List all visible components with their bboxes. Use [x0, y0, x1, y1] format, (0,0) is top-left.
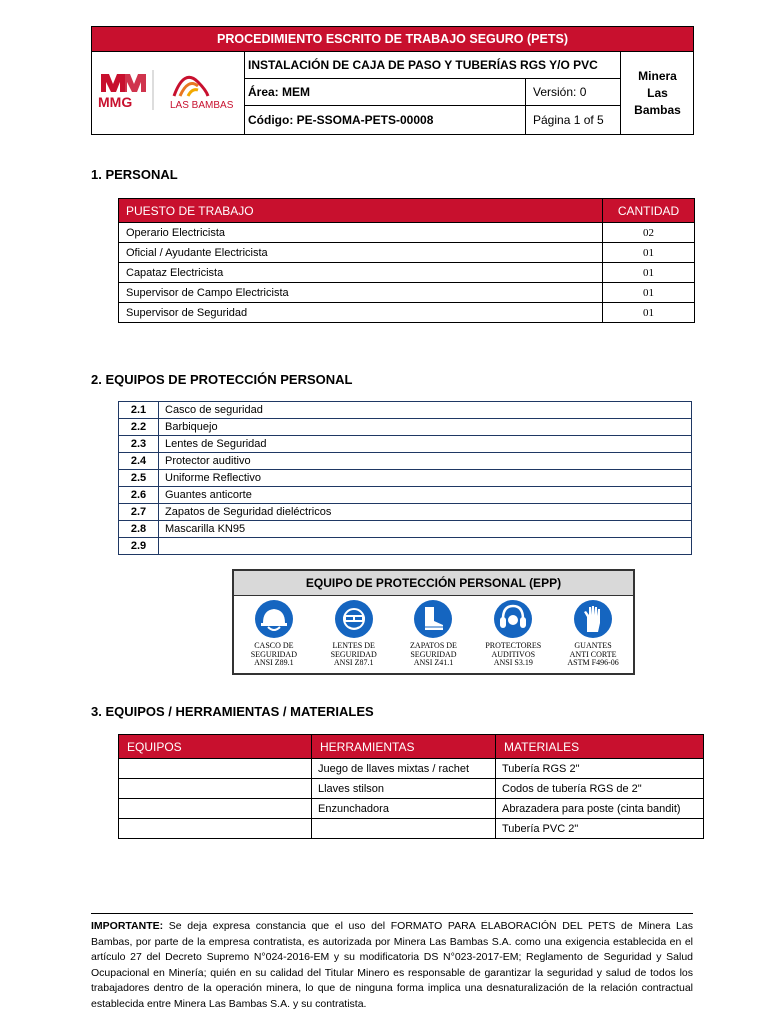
- table-row: 2.8 Mascarilla KN95: [119, 521, 692, 538]
- col-herramientas-header: HERRAMIENTAS: [312, 735, 496, 759]
- epp-item-goggles: LENTES DE SEGURIDAD ANSI Z87.1: [319, 599, 389, 668]
- table-row: 2.3 Lentes de Seguridad: [119, 436, 692, 453]
- mmg-logo-text: MMG: [98, 94, 133, 110]
- document-header: [91, 26, 694, 135]
- goggles-icon: [334, 599, 374, 639]
- table-row: Operario Electricista 02: [119, 223, 695, 243]
- important-note: [91, 913, 693, 1012]
- epp-item-helmet: CASCO DE SEGURIDAD ANSI Z89.1: [239, 599, 309, 668]
- table-row: Capataz Electricista 01: [119, 263, 695, 283]
- ear-protector-icon: [493, 599, 533, 639]
- table-row: 2.4 Protector auditivo: [119, 453, 692, 470]
- page-label: Página 1 of 5: [533, 113, 604, 127]
- glove-icon: [573, 599, 613, 639]
- important-label: IMPORTANTE:: [91, 920, 164, 932]
- lasbambas-logo-text: LAS BAMBAS: [170, 100, 234, 111]
- table-row: 2.9: [119, 538, 692, 555]
- table-row: 2.6 Guantes anticorte: [119, 487, 692, 504]
- code-label: Código: PE-SSOMA-PETS-00008: [248, 113, 434, 127]
- epp-item-ear-protectors: PROTECTORES AUDITIVOS ANSI S3.19: [478, 599, 548, 668]
- table-row: 2.7 Zapatos de Seguridad dieléctricos: [119, 504, 692, 521]
- area-label: Área: MEM: [248, 85, 311, 99]
- col-qty-header: CANTIDAD: [603, 199, 695, 223]
- epp-panel-title: EQUIPO DE PROTECCIÓN PERSONAL (EPP): [234, 571, 633, 596]
- mmg-logo: [92, 52, 242, 132]
- header-banner: PROCEDIMIENTO ESCRITO DE TRABAJO SEGURO (PETS): [91, 26, 694, 52]
- version-label: Versión: 0: [533, 85, 587, 99]
- personal-table: [118, 198, 695, 323]
- col-job-header: PUESTO DE TRABAJO: [119, 199, 603, 223]
- col-materiales-header: MATERIALES: [496, 735, 704, 759]
- table-row: Juego de llaves mixtas / rachet Tubería RGS 2": [119, 759, 704, 779]
- table-row: Tubería PVC 2": [119, 819, 704, 839]
- materials-table: [118, 734, 704, 839]
- helmet-icon: [254, 599, 294, 639]
- section-epp-title: 2. EQUIPOS DE PROTECCIÓN PERSONAL: [91, 372, 353, 387]
- table-row: Supervisor de Seguridad 01: [119, 303, 695, 323]
- epp-panel: [232, 569, 635, 675]
- table-row: Oficial / Ayudante Electricista 01: [119, 243, 695, 263]
- section-materials-title: 3. EQUIPOS / HERRAMIENTAS / MATERIALES: [91, 704, 374, 719]
- table-row: Supervisor de Campo Electricista 01: [119, 283, 695, 303]
- logo-cell: [92, 52, 245, 134]
- table-row: 2.2 Barbiquejo: [119, 419, 692, 436]
- col-equipos-header: EQUIPOS: [119, 735, 312, 759]
- company-name: Minera Las Bambas: [620, 52, 694, 134]
- epp-item-gloves: GUANTES ANTI CORTE ASTM F496-06: [558, 599, 628, 668]
- table-row: 2.1 Casco de seguridad: [119, 402, 692, 419]
- table-row: Enzunchadora Abrazadera para poste (cinta bandit): [119, 799, 704, 819]
- boot-icon: [413, 599, 453, 639]
- table-row: Llaves stilson Codos de tubería RGS de 2": [119, 779, 704, 799]
- doc-title: INSTALACIÓN DE CAJA DE PASO Y TUBERÍAS RGS Y/O PVC: [244, 52, 620, 79]
- epp-item-boots: ZAPATOS DE SEGURIDAD ANSI Z41.1: [398, 599, 468, 668]
- section-personal-title: 1. PERSONAL: [91, 167, 178, 182]
- important-text: Se deja expresa constancia que el uso del FORMATO PARA ELABORACIÓN DEL PETS de Minera Las Bambas, por parte de la empresa contratista, es autorizada por Minera Las Bambas S.A. como una exigencia establecida en el artículo 27 del Decreto Supremo N°024-2016-EM y su modificatoria DS N°023-2017-EM; Reglamento de Seguridad y Salud Ocupacional en Minería; quién en su calidad del Titular Minero es responsable de garantizar la seguridad y salud de todos los trabajadores dentro de la operación minera, lo que de ninguna forma implica una desnaturalización de la relación contractual establecida entre Minera Las Bambas S.A. y su contratista.: [91, 920, 693, 1010]
- epp-list-table: [118, 401, 692, 555]
- table-row: 2.5 Uniforme Reflectivo: [119, 470, 692, 487]
